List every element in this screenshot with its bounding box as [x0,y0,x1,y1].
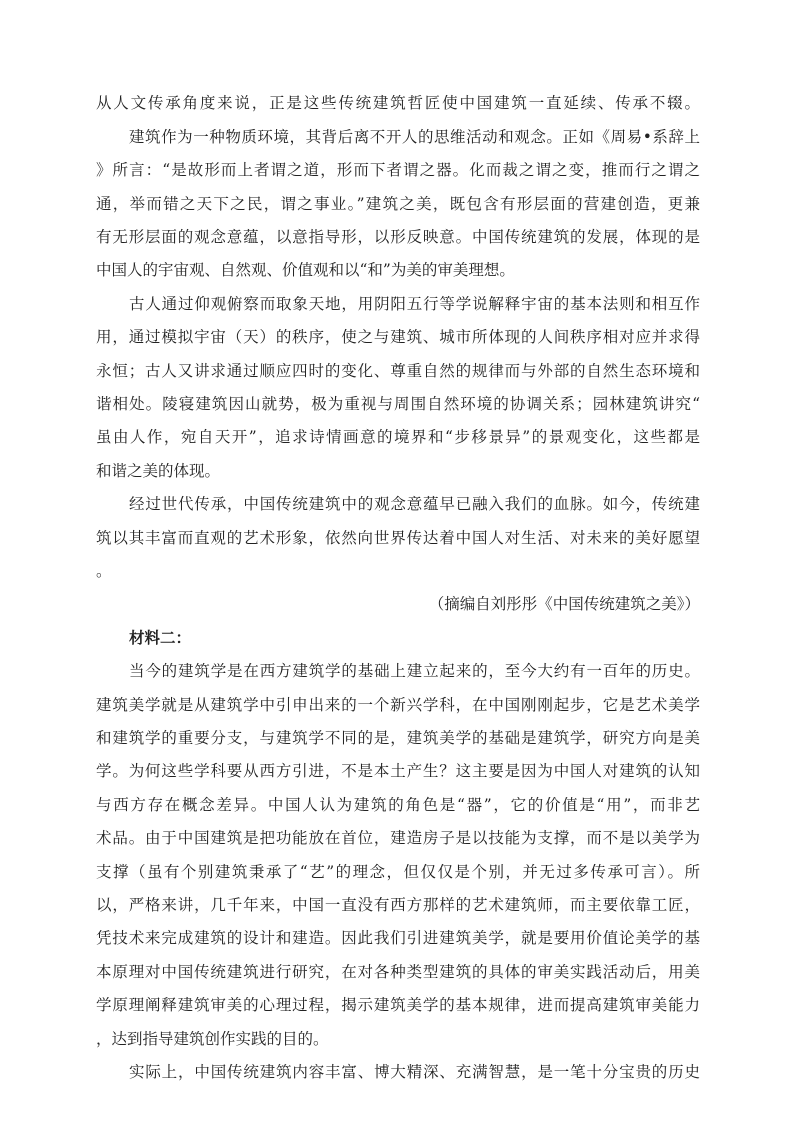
source-citation: （摘编自刘彤彤《中国传统建筑之美》） [428,595,700,613]
text-line: 学原理阐释建筑审美的心理过程，揭示建筑美学的基本规律，进而提高建筑审美能力 [96,996,700,1014]
text-line: 和建筑学的重要分支，与建筑学不同的是，建筑美学的基础是建筑学，研究方向是美 [96,729,700,747]
text-line: 》所言：“是故形而上者谓之道，形而下者谓之器。化而裁之谓之变，推而行之谓之 [96,161,700,179]
text-line: 本原理对中国传统建筑进行研究，在对各种类型建筑的具体的审美实践活动后，用美 [96,963,700,981]
text-line: 中国人的宇宙观、自然观、价值观和以“和”为美的审美理想。 [96,261,515,279]
text-line: 。 [96,562,112,580]
text-line: 用，通过模拟宇宙（天）的秩序，使之与建筑、城市所体现的人间秩序相对应并求得 [96,328,700,346]
section-heading: 材料二： [129,628,192,647]
text-line: 建筑美学就是从建筑学中引申出来的一个新兴学科，在中国刚刚起步，它是艺术美学 [96,696,700,714]
text-line: 实际上，中国传统建筑内容丰富、博大精深、充满智慧，是一笔十分宝贵的历史 [129,1063,700,1081]
text-line: 通，举而错之天下之民，谓之事业。”建筑之美，既包含有形层面的营建创造，更兼 [96,195,700,213]
text-line: 古人通过仰观俯察而取象天地，用阴阳五行等学说解释宇宙的基本法则和相互作 [129,295,700,313]
text-line: 凭技术来完成建筑的设计和建造。因此我们引进建筑美学，就是要用价值论美学的基 [96,929,700,947]
text-line: 支撑（虽有个别建筑秉承了“艺”的理念，但仅仅是个别，并无过多传承可言）。所 [96,863,700,881]
text-line: ，达到指导建筑创作实践的目的。 [96,1030,329,1048]
text-line: 有无形层面的观念意蕴，以意指导形，以形反映意。中国传统建筑的发展，体现的是 [96,228,700,246]
text-line: 当今的建筑学是在西方建筑学的基础上建立起来的，至今大约有一百年的历史。 [129,662,700,680]
text-line: 筑以其丰富而直观的艺术形象，依然向世界传达着中国人对生活、对未来的美好愿望 [96,529,700,547]
text-line: 从人文传承角度来说，正是这些传统建筑哲匠使中国建筑一直延续、传承不辍。 [96,94,700,112]
text-line: 虽由人作，宛自天开”，追求诗情画意的境界和“步移景异”的景观变化，这些都是 [96,428,700,446]
text-line: 学。为何这些学科要从西方引进，不是本土产生？这主要是因为中国人对建筑的认知 [96,762,700,780]
text-line: 以，严格来讲，几千年来，中国一直没有西方那样的艺术建筑师，而主要依靠工匠， [96,896,700,914]
text-line: 建筑作为一种物质环境，其背后离不开人的思维活动和观念。正如《周易•系辞上 [129,128,700,146]
text-line: 谐相处。陵寝建筑因山就势，极为重视与周围自然环境的协调关系；园林建筑讲究“ [96,395,700,413]
text-line: 与西方存在概念差异。中国人认为建筑的角色是“器”，它的价值是“用”，而非艺 [96,796,700,814]
text-line: 和谐之美的体现。 [96,462,221,480]
text-line: 经过世代传承，中国传统建筑中的观念意蕴早已融入我们的血脉。如今，传统建 [129,495,700,513]
text-line: 永恒；古人又讲求通过顺应四时的变化、尊重自然的规律而与外部的自然生态环境和 [96,362,700,380]
text-line: 术品。由于中国建筑是把功能放在首位，建造房子是以技能为支撑，而不是以美学为 [96,829,700,847]
